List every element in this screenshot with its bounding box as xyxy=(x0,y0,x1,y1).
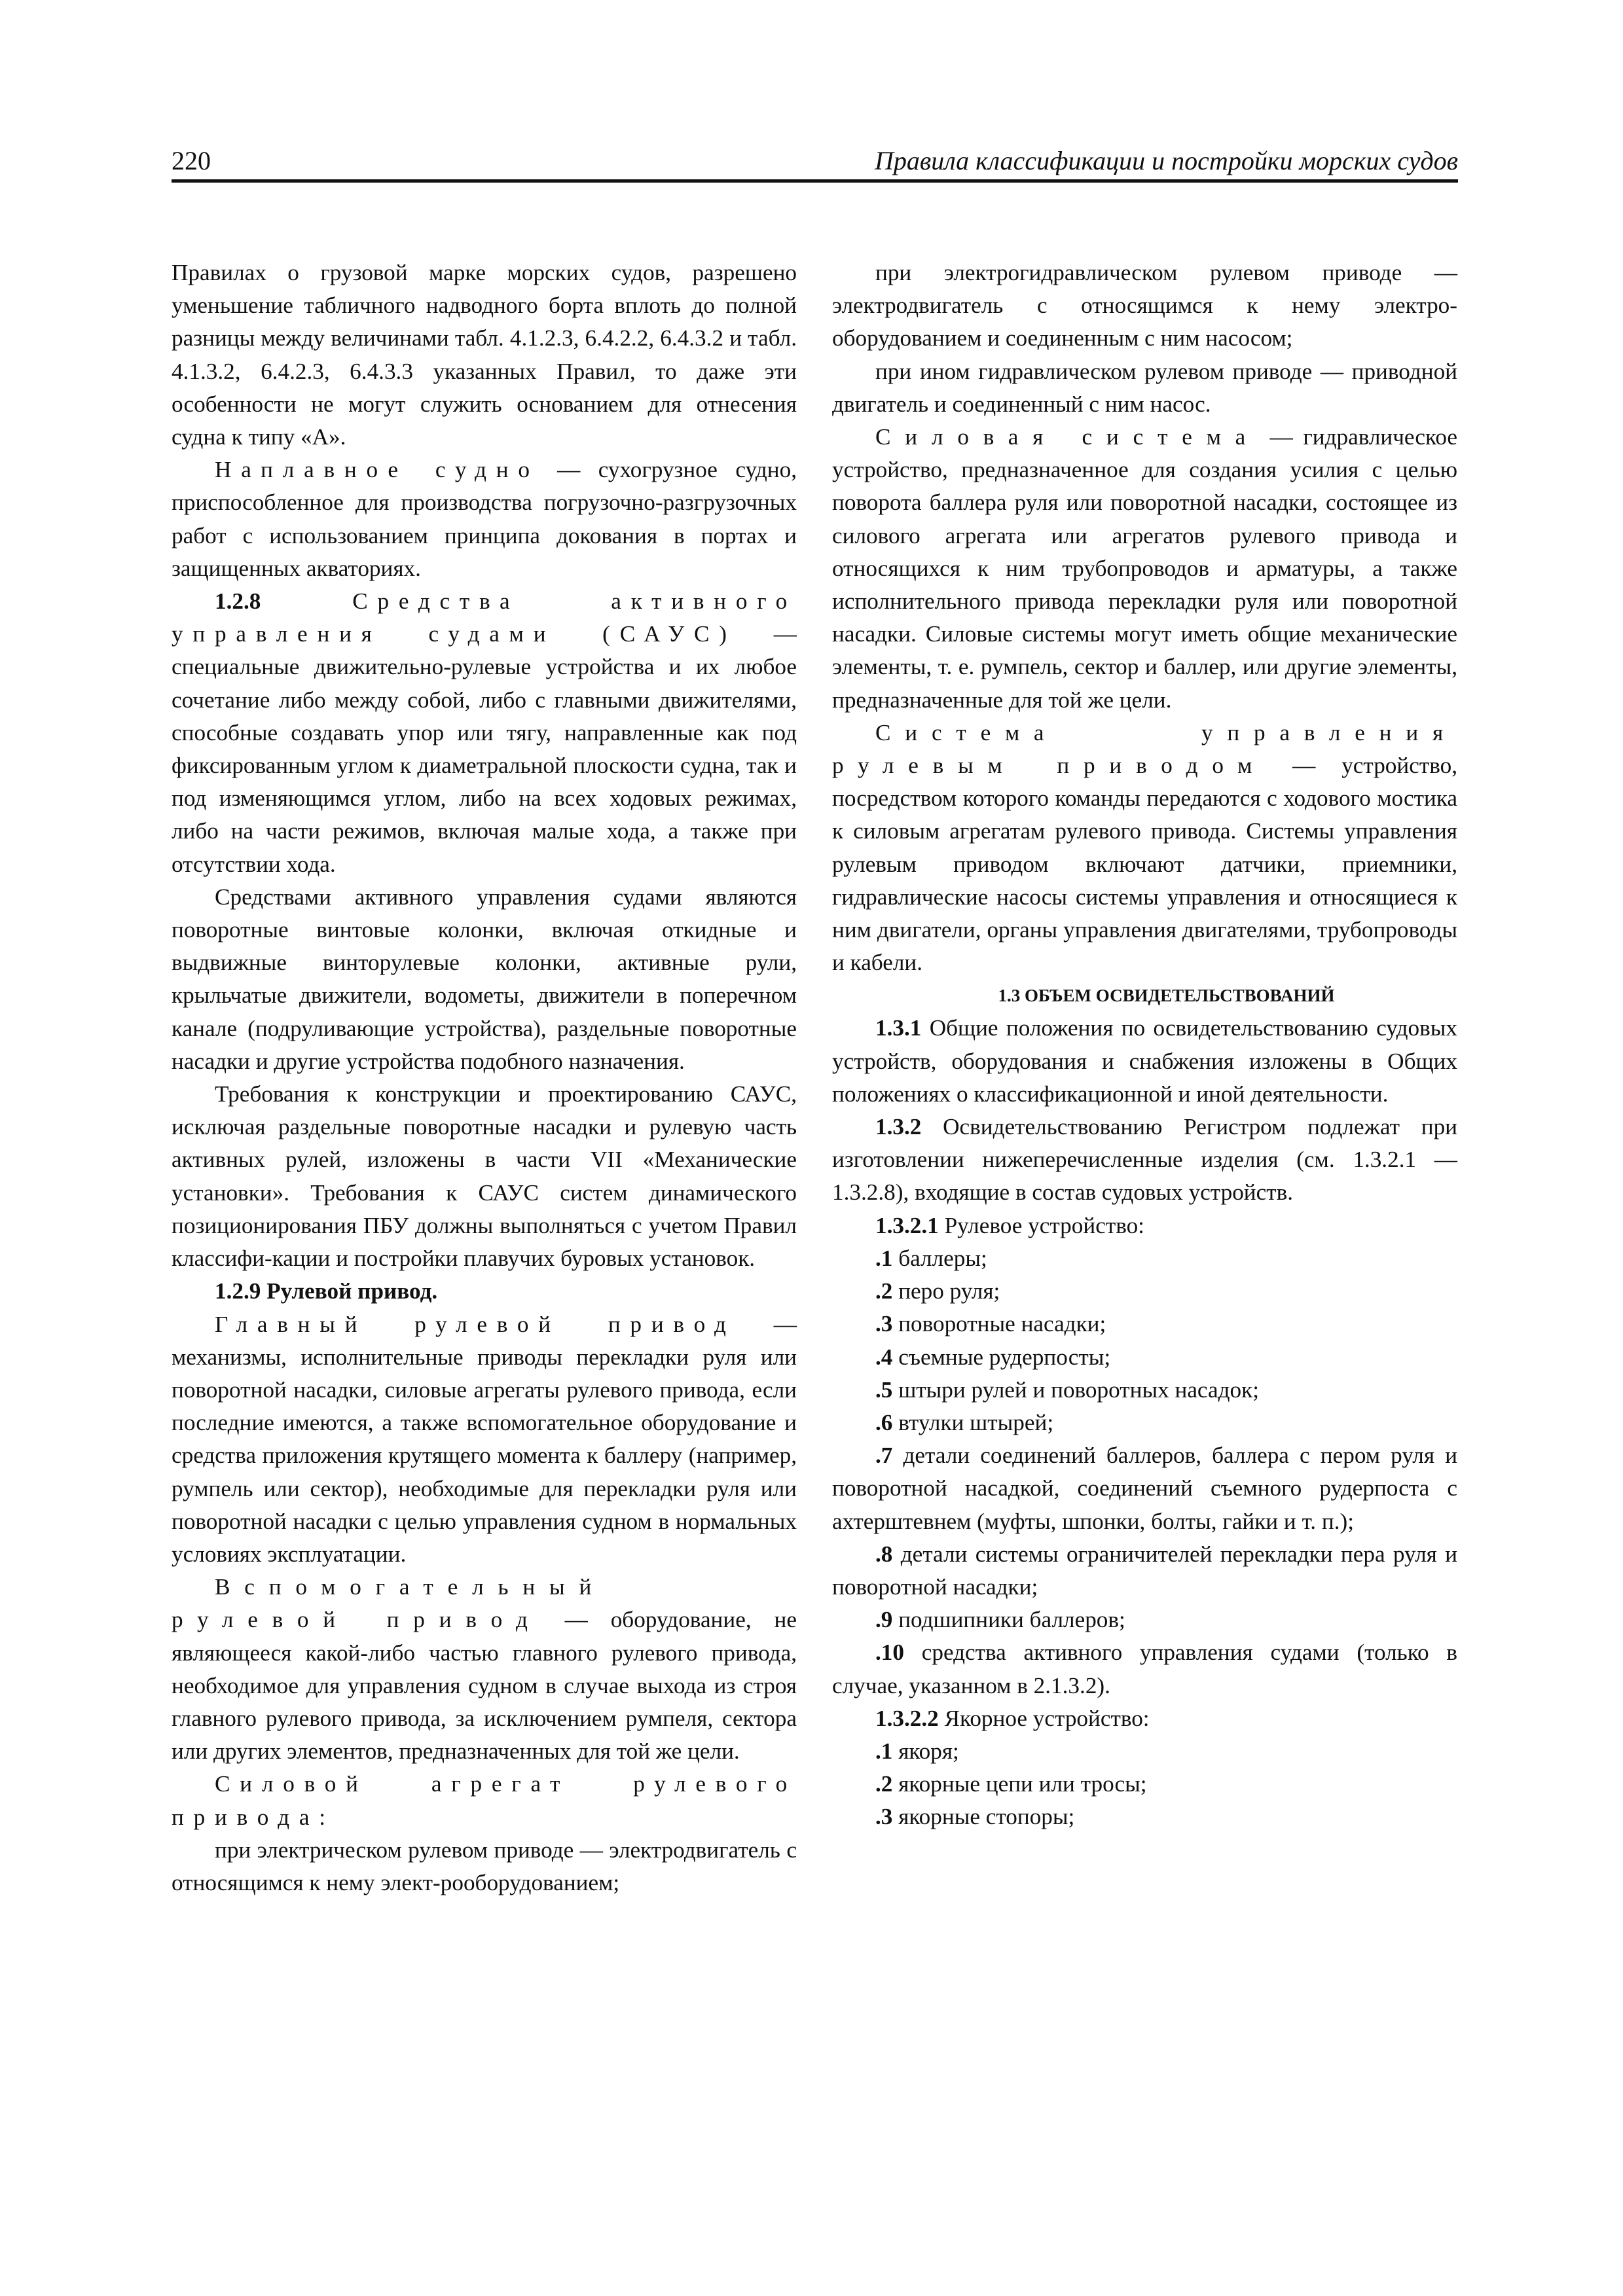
list-item: .6 втулки штырей; xyxy=(875,1409,1054,1435)
list-item: .1 баллеры; xyxy=(875,1245,987,1271)
paragraph: Наплавное судно — сухогрузное судно, приспособленное для производства погрузочно-разгрузочных работ с использованием принципа докования в портах и защищенных акваториях. xyxy=(172,457,797,581)
paragraph: 1.2.8 Средства активного управления судами (САУС) — специальные движительно-рулевые устройства и их любое сочетание либо между собой, либо с главными движителями, способные создавать упор или тягу, направленные как под фиксированным углом к диаметральной плоскости судна, так и под изменяющимся углом, либо на всех ходовых режимах, либо на части режимов, включая малые хода, а также при отсутствии хода. xyxy=(172,588,797,877)
subheading: 1.2.9 Рулевой привод. xyxy=(215,1278,438,1304)
clause-number: 1.3.1 xyxy=(875,1015,922,1041)
term: Силовой агрегат рулевого привода: xyxy=(172,1771,797,1830)
list-item: .1 якоря; xyxy=(875,1738,959,1764)
section-heading: 1.3 ОБЪЕМ ОСВИДЕТЕЛЬСТВОВАНИЙ xyxy=(998,986,1335,1006)
paragraph: Главный рулевой привод — механизмы, исполнительные приводы перекладки руля или поворотной насадки, силовые агрегаты рулевого привода, если последние имеются, а также вспомогательное оборудование и средства приложения крутящего момента к баллеру (например, румпель или сектор), необходимые для перекладки руля или поворотной насадки с целью управления судном в нормальных условиях эксплуатации. xyxy=(172,1311,797,1567)
paragraph: 1.3.2 Освидетельствованию Регистром подлежат при изготовлении нижеперечисленные изделия (см. 1.3.2.1 — 1.3.2.8), входящие в состав судовых устройств. xyxy=(832,1114,1457,1206)
right-column xyxy=(832,257,1457,1834)
paragraph xyxy=(172,1768,797,1833)
paragraph: 1.3.1 Общие положения по освидетельствованию судовых устройств, оборудования и снабжения изложены в Общих положениях о классификационной и иной деятельности. xyxy=(832,1015,1457,1107)
running-title: Правила классификации и постройки морских судов xyxy=(874,146,1458,175)
list-item: .2 якорные цепи или тросы; xyxy=(875,1771,1147,1797)
list-item: .2 перо руля; xyxy=(875,1278,1000,1304)
term: Главный рулевой привод xyxy=(215,1311,736,1337)
paragraph: при электрическом рулевом приводе — электродвигатель с относящимся к нему элект-рооборудованием; xyxy=(172,1837,797,1895)
anchor-items-list xyxy=(832,1735,1457,1834)
term: Средства активного управления судами (САУС) xyxy=(172,588,797,647)
term: Вспомогательный рулевой привод xyxy=(172,1574,606,1633)
page-number: 220 xyxy=(172,146,211,175)
paragraph: Система управления рулевым приводом — устройство, посредством которого команды передаются с ходового мостика к силовым агрегатам рулевого привода. Системы управления рулевым приводом включают датчики, приемники, гидравлические насосы системы управления и относящиеся к ним двигатели, органы управления двигателями, трубопроводы и кабели. xyxy=(832,719,1457,976)
paragraph: Средствами активного управления судами являются поворотные винтовые колонки, включая откидные и выдвижные винторулевые колонки, активные рули, крыльчатые движители, водометы, движители в поперечном канале (подруливающие устройства), раздельные поворотные насадки и другие устройства подобного назначения. xyxy=(172,884,797,1074)
list-item: .3 якорные стопоры; xyxy=(875,1804,1075,1830)
list-item: .8 детали системы ограничителей перекладки пера руля и поворотной насадки; xyxy=(832,1541,1457,1600)
rudder-items-list xyxy=(832,1242,1457,1702)
page-header xyxy=(172,143,1458,183)
paragraph: 1.3.2.2 Якорное устройство: xyxy=(875,1705,1150,1731)
list-item: .4 съемные рудерпосты; xyxy=(875,1344,1111,1370)
paragraph: при ином гидравлическом рулевом приводе — приводной двигатель и соединенный с ним насос. xyxy=(832,358,1457,417)
paragraph: при электрогидравлическом рулевом приводе — электродвигатель с относящимся к нему электро-оборудованием и соединенным с ним насосом; xyxy=(832,260,1457,351)
list-item: .3 поворотные насадки; xyxy=(875,1311,1106,1337)
paragraph: 1.3.2.1 Рулевое устройство: xyxy=(875,1212,1144,1238)
list-item: .10 средства активного управления судами (только в случае, указанном в 2.1.3.2). xyxy=(832,1640,1457,1698)
clause-number: 1.3.2 xyxy=(875,1114,922,1140)
left-column xyxy=(172,257,797,1899)
paragraph: Требования к конструкции и проектированию САУС, исключая раздельные поворотные насадки и рулевую часть активных рулей, изложены в части VII «Механические установки». Требования к САУС систем динамического позиционирования ПБУ должны выполняться с учетом Правил классифи-кации и постройки плавучих буровых установок. xyxy=(172,1081,797,1272)
list-item: .5 штыри рулей и поворотных насадок; xyxy=(875,1376,1259,1403)
paragraph: Вспомогательный рулевой привод — оборудование, не являющееся какой-либо частью главного рулевого привода, необходимое для управления судном в случае выхода из строя главного рулевого привода, за исключением румпеля, сектора или других элементов, предназначенных для той же цели. xyxy=(172,1574,797,1765)
paragraph: Правилах о грузовой марке морских судов, разрешено уменьшение табличного надводного борта вплоть до полной разницы между величинами табл. 4.1.2.3, 6.4.2.2, 6.4.3.2 и табл. 4.1.3.2, 6.4.2.3, 6.4.3.3 указанных Правил, то даже эти особенности не могут служить основанием для отнесения судна к типу «А». xyxy=(172,260,797,450)
list-item: .7 детали соединений баллеров, баллера с пером руля и поворотной насадкой, соединений съемного рудерпоста с ахтерштевнем (муфты, шпонки, болты, гайки и т. п.); xyxy=(832,1443,1457,1534)
term: Силовая система xyxy=(875,424,1260,450)
clause-number: 1.2.8 xyxy=(215,588,261,615)
clause-number: 1.3.2.1 xyxy=(875,1212,939,1238)
term: Система управления рулевым приводом xyxy=(832,719,1457,779)
list-item: .9 подшипники баллеров; xyxy=(875,1607,1125,1633)
term: Наплавное судно xyxy=(215,457,539,483)
paragraph: Силовая система — гидравлическое устройство, предназначенное для создания усилия с целью поворота баллера руля или поворотной насадки, состоящее из силового агрегата или агрегатов рулевого привода и относящихся к ним трубопроводов и арматуры, а также исполнительного привода перекладки руля или поворотной насадки. Силовые системы могут иметь общие механические элементы, т. е. румпель, сектор и баллер, или другие элементы, предназначенные для той же цели. xyxy=(832,424,1457,713)
clause-number: 1.3.2.2 xyxy=(875,1705,939,1731)
